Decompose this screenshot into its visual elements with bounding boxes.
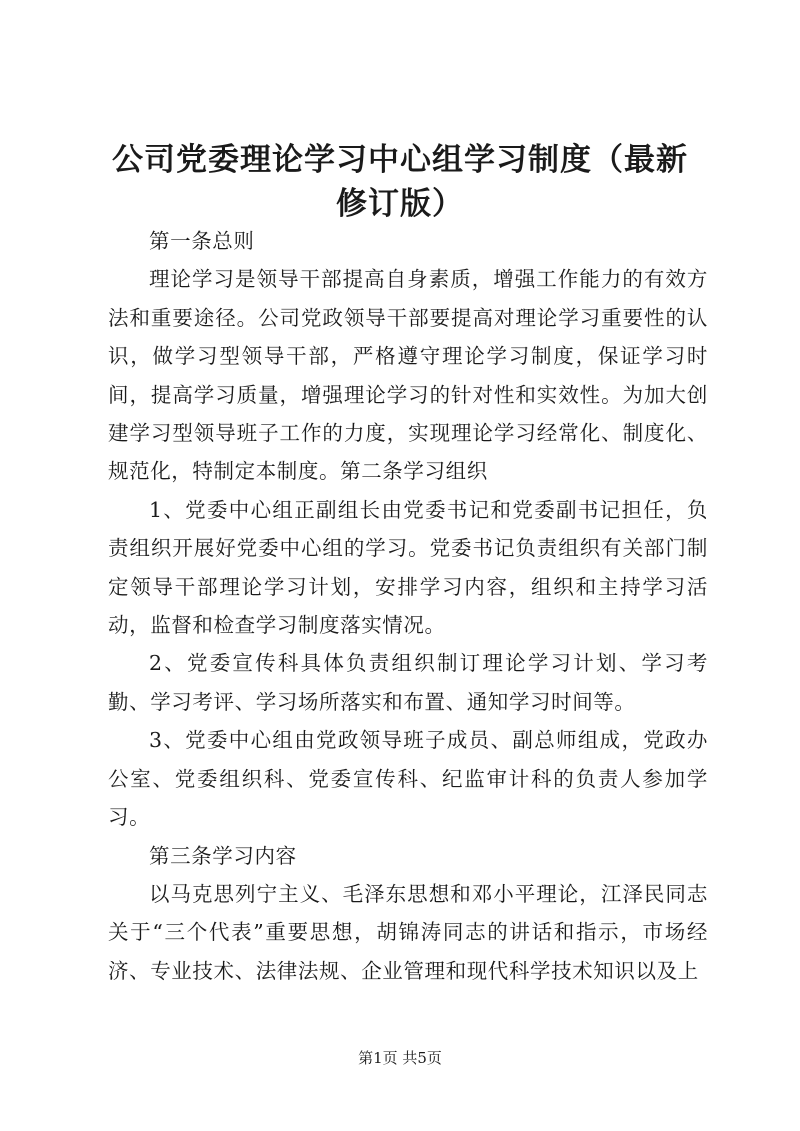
- section-heading-content: 第三条学习内容: [149, 843, 297, 868]
- paragraph-content: 以马克思列宁主义、毛泽东思想和邓小平理论，江泽民同志关于“三个代表”重要思想，胡锦涛同志的讲话和指示，市场经济、专业技术、法律法规、企业管理和现代科学技术知识以及上: [108, 881, 708, 983]
- paragraph-organization-3: 3、党委中心组由党政领导班子成员、副总师组成，党政办公室、党委组织科、党委宣传科、纪监审计科的负责人参加学习。: [108, 728, 708, 830]
- paragraph-organization-2: 2、党委宣传科具体负责组织制订理论学习计划、学习考勤、学习考评、学习场所落实和布置、通知学习时间等。: [108, 651, 708, 714]
- document-body: [108, 222, 708, 990]
- paragraph-organization-1: 1、党委中心组正副组长由党委书记和党委副书记担任，负责组织开展好党委中心组的学习。党委书记负责组织有关部门制定领导干部理论学习计划，安排学习内容，组织和主持学习活动，监督和检查学习制度落实情况。: [108, 497, 708, 638]
- section-heading-general: 第一条总则: [149, 229, 255, 253]
- document-title: 公司党委理论学习中心组学习制度（最新修订版）: [112, 142, 688, 222]
- paragraph-general: 理论学习是领导干部提高自身素质，增强工作能力的有效方法和重要途径。公司党政领导干部要提高对理论学习重要性的认识，做学习型领导干部，严格遵守理论学习制度，保证学习时间，提高学习质量，增强理论学习的针对性和实效性。为加大创建学习型领导班子工作的力度，实现理论学习经常化、制度化、规范化，特制定本制度。第二条学习组织: [108, 267, 708, 484]
- page-number-footer: 第1页 共5页: [358, 1049, 442, 1067]
